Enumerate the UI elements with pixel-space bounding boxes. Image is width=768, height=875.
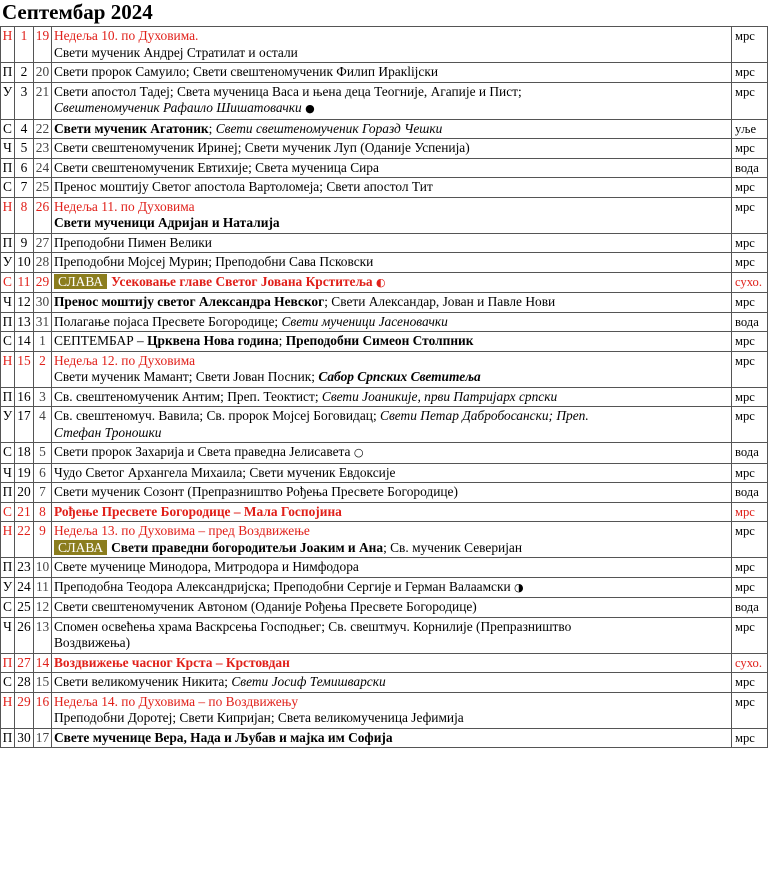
fasting-rule: мрс [732, 728, 768, 748]
day-number: 30 [15, 728, 34, 748]
saints-text: Полагање појаса Пресвете Богородице; [54, 313, 279, 329]
day-number: 8 [15, 197, 34, 233]
fasting-rule: мрс [732, 351, 768, 387]
weekday-letter: С [1, 443, 15, 464]
old-style-day: 5 [34, 443, 52, 464]
saints-cell [52, 463, 732, 483]
fasting-rule: мрс [732, 197, 768, 233]
weekday-letter: Ч [1, 293, 15, 313]
old-style-day: 11 [34, 577, 52, 598]
calendar-row [1, 139, 768, 159]
fasting-rule: вода [732, 483, 768, 503]
sunday-title: Недеља 13. по Духовима – пред Воздвижење [54, 523, 310, 538]
saints-cell [52, 253, 732, 273]
saints-text: Свети свештеномученик Иринеј; Свети мученик Луп (Оданије Успенија) [54, 140, 470, 155]
calendar-row [1, 577, 768, 598]
saints-cell [52, 351, 732, 387]
fasting-rule: вода [732, 312, 768, 332]
saints-text: Свете мученице Минодора, Митродора и Нимфодора [54, 559, 359, 574]
saints-cell [52, 483, 732, 503]
weekday-letter: Н [1, 522, 15, 558]
fasting-rule: мрс [732, 82, 768, 119]
saints-text: ; Св. мученик Северијан [383, 539, 523, 555]
weekday-letter: С [1, 673, 15, 693]
old-style-day: 2 [34, 351, 52, 387]
saints-text: Свети мученик Созонт (Препразништво Рођења Пресвете Богородице) [54, 484, 458, 499]
saints-cell [52, 692, 732, 728]
feast-name: Рођење Пресвете Богородице – Мала Госпојина [54, 503, 342, 519]
day-number: 29 [15, 692, 34, 728]
sunday-title: Недеља 10. по Духовима. [54, 28, 199, 43]
saints-text: ; Свети Александар, Јован и Павле Нови [324, 294, 556, 309]
old-style-day: 29 [34, 272, 52, 293]
calendar-row [1, 407, 768, 443]
saints-cell [52, 502, 732, 522]
calendar-row [1, 119, 768, 139]
day-number: 10 [15, 253, 34, 273]
calendar-row [1, 443, 768, 464]
feast-name-2: Преподобни Симеон Столпник [285, 333, 474, 348]
calendar-row [1, 617, 768, 653]
old-style-day: 19 [34, 27, 52, 63]
fasting-rule: мрс [732, 463, 768, 483]
saints-italic-2: Стефан Троношки [54, 424, 162, 440]
saints-cell [52, 139, 732, 159]
weekday-letter: П [1, 233, 15, 253]
day-number: 1 [15, 27, 34, 63]
fasting-rule: мрс [732, 558, 768, 578]
sunday-title: Недеља 14. по Духовима – по Воздвижењу [54, 693, 299, 709]
calendar-table [0, 26, 768, 748]
calendar-row [1, 293, 768, 313]
page-title: Септембар 2024 [2, 0, 153, 24]
day-number: 21 [15, 502, 34, 522]
weekday-letter: Н [1, 197, 15, 233]
saints-text: Свети свештеномученик Автоном (Оданије Рођења Пресвете Богородице) [54, 599, 477, 614]
slava-badge: СЛАВА [54, 540, 107, 555]
saints-cell [52, 443, 732, 464]
fasting-rule: мрс [732, 332, 768, 352]
weekday-letter: П [1, 653, 15, 673]
day-number: 24 [15, 577, 34, 598]
saints-text: Свети мученици Адријан и Наталија [54, 215, 280, 230]
day-number: 26 [15, 617, 34, 653]
weekday-letter: Ч [1, 617, 15, 653]
weekday-letter: П [1, 483, 15, 503]
feast-name: Свети праведни богородитељи Јоаким и Ана [111, 539, 384, 555]
old-style-day: 6 [34, 463, 52, 483]
fasting-rule: мрс [732, 522, 768, 558]
calendar-row [1, 332, 768, 352]
calendar-row [1, 728, 768, 748]
weekday-letter: С [1, 272, 15, 293]
saints-italic: Свети Јоаникије, први Патријарх српски [321, 388, 558, 404]
moon-phase-icon: ◑ [514, 580, 524, 594]
calendar-row [1, 598, 768, 618]
weekday-letter: Ч [1, 463, 15, 483]
saints-cell: Свети мученик Агатоник; Свети свештеномученик Горазд Чешки [52, 119, 732, 139]
calendar-row [1, 463, 768, 483]
saints-cell [52, 673, 732, 693]
saints-text: Свети пророк Самуило; Свети свештеномученик Филип Иракlijски [54, 64, 438, 79]
fasting-rule: мрс [732, 407, 768, 443]
day-number: 19 [15, 463, 34, 483]
saints-cell [52, 27, 732, 63]
weekday-letter: Н [1, 27, 15, 63]
slava-badge: СЛАВА [54, 274, 107, 289]
day-number: 9 [15, 233, 34, 253]
calendar-row [1, 233, 768, 253]
saints-text: Спомен освећења храма Васкрсења Господњег; Св. свештмуч. Корнилије (Препразништво [54, 618, 572, 634]
fasting-rule: вода [732, 443, 768, 464]
fasting-rule: вода [732, 598, 768, 618]
old-style-day: 15 [34, 673, 52, 693]
saints-cell [52, 407, 732, 443]
weekday-letter: П [1, 158, 15, 178]
feast-name: Пренос моштију светог Александра Невског [54, 294, 325, 309]
saints-text: Св. свештеномуч. Вавила; Св. пророк Мојсеј Боговидац; [54, 408, 377, 423]
calendar-row [1, 653, 768, 673]
feast-name: Воздвижење часног Крста – Крстовдан [54, 654, 290, 670]
weekday-letter: У [1, 82, 15, 119]
fasting-rule: уље [732, 119, 768, 139]
weekday-letter: П [1, 728, 15, 748]
day-number: 11 [15, 272, 34, 293]
saints-italic: Свети Петар Дабробосански; Преп. [380, 408, 589, 423]
saints-text: Св. свештеномученик Антим; Преп. Теоктист; [54, 388, 319, 404]
old-style-day: 22 [34, 119, 52, 139]
saints-cell [52, 577, 732, 598]
fasting-rule: мрс [732, 577, 768, 598]
saints-text-2: Свештеномученик Рафаило Шишатовачки [54, 100, 302, 115]
day-number: 15 [15, 351, 34, 387]
day-number: 18 [15, 443, 34, 464]
calendar-row [1, 483, 768, 503]
sunday-title: Недеља 12. по Духовима [54, 352, 196, 368]
old-style-day: 14 [34, 653, 52, 673]
weekday-letter: С [1, 598, 15, 618]
saints-cell [52, 728, 732, 748]
weekday-letter: У [1, 407, 15, 443]
feast-name: Црквена Нова година [147, 333, 279, 348]
saints-cell [52, 522, 732, 558]
fasting-rule: мрс [732, 692, 768, 728]
saints-cell [52, 558, 732, 578]
old-style-day: 31 [34, 312, 52, 332]
saints-text: Преподобна Теодора Александријска; Преподобни Сергије и Герман Валаамски [54, 578, 511, 594]
old-style-day: 17 [34, 728, 52, 748]
old-style-day: 16 [34, 692, 52, 728]
fasting-rule: мрс [732, 673, 768, 693]
fasting-rule: сухо. [732, 653, 768, 673]
saints-italic: Сабор Српских Светитеља [318, 369, 481, 384]
moon-phase-icon: ● [305, 102, 315, 115]
feast-name: Усековање главе Светог Јована Крститеља [111, 273, 373, 289]
day-number: 4 [15, 119, 34, 139]
saints-cell [52, 598, 732, 618]
calendar-row [1, 178, 768, 198]
saints-text-2: Воздвижења) [54, 635, 131, 650]
fasting-rule: мрс [732, 502, 768, 522]
calendar-row [1, 253, 768, 273]
old-style-day: 13 [34, 617, 52, 653]
day-number: 13 [15, 312, 34, 332]
saints-cell [52, 272, 732, 293]
saints-text: Преподобни Доротеј; Свети Кипријан; Света великомученица Јефимија [54, 710, 464, 725]
calendar-row [1, 63, 768, 83]
saints-cell [52, 293, 732, 313]
old-style-day: 30 [34, 293, 52, 313]
fasting-rule: мрс [732, 233, 768, 253]
fasting-rule: вода [732, 158, 768, 178]
fasting-rule: мрс [732, 63, 768, 83]
calendar-row [1, 502, 768, 522]
saints-text: Свети апостол Тадеј; Света мученица Васа и њена деца Теогније, Агапије и Пист; [54, 83, 522, 99]
weekday-letter: С [1, 332, 15, 352]
saints-text: Пренос моштију Светог апостола Вартоломеја; Свети апостол Тит [54, 179, 433, 194]
old-style-day: 3 [34, 387, 52, 407]
saints-text: Свети свештеномученик Евтихије; Света мученица Сира [54, 159, 379, 175]
calendar-row [1, 387, 768, 407]
saints-cell [52, 63, 732, 83]
fasting-rule: мрс [732, 27, 768, 63]
old-style-day: 20 [34, 63, 52, 83]
saints-text: Чудо Светог Архангела Михаила; Свети мученик Евдоксије [54, 464, 396, 480]
day-number: 23 [15, 558, 34, 578]
weekday-letter: Ч [1, 139, 15, 159]
old-style-day: 26 [34, 197, 52, 233]
old-style-day: 12 [34, 598, 52, 618]
day-number: 22 [15, 522, 34, 558]
saints-cell [52, 158, 732, 178]
old-style-day: 4 [34, 407, 52, 443]
day-number: 14 [15, 332, 34, 352]
saints-text: Свети пророк Захарија и Света праведна Јелисавета [54, 444, 351, 459]
saints-text: СЕПТЕМБАР – [54, 333, 144, 348]
old-style-day: 9 [34, 522, 52, 558]
old-style-day: 8 [34, 502, 52, 522]
fasting-rule: мрс [732, 617, 768, 653]
saints-italic: Свети Јосиф Темишварски [231, 674, 386, 689]
saints-cell [52, 312, 732, 332]
calendar-row [1, 158, 768, 178]
old-style-day: 21 [34, 82, 52, 119]
fasting-rule: мрс [732, 387, 768, 407]
weekday-letter: П [1, 312, 15, 332]
calendar-row [1, 351, 768, 387]
weekday-letter: У [1, 577, 15, 598]
old-style-day: 27 [34, 233, 52, 253]
saints-cell [52, 82, 732, 119]
day-number: 20 [15, 483, 34, 503]
saints-cell [52, 387, 732, 407]
calendar-row [1, 558, 768, 578]
day-number: 25 [15, 598, 34, 618]
calendar-row [1, 673, 768, 693]
fasting-rule: мрс [732, 139, 768, 159]
saints-cell [52, 617, 732, 653]
calendar-row [1, 82, 768, 119]
saints-italic: Свети мученици Јасеновачки [281, 313, 448, 329]
old-style-day: 10 [34, 558, 52, 578]
old-style-day: 23 [34, 139, 52, 159]
saints-text: Свети мученик Мамант; Свети Јован Посник; [54, 369, 315, 384]
calendar-row [1, 197, 768, 233]
day-number: 28 [15, 673, 34, 693]
saints-cell: СЕПТЕМБАР – Црквена Нова година; Преподобни Симеон Столпник [52, 332, 732, 352]
day-number: 6 [15, 158, 34, 178]
fasting-rule: сухо. [732, 272, 768, 293]
sunday-title: Недеља 11. по Духовима [54, 198, 195, 214]
day-number: 3 [15, 82, 34, 119]
moon-phase-icon: ◐ [375, 275, 386, 289]
saints-cell [52, 178, 732, 198]
saints-text: Преподобни Пимен Велики [54, 234, 212, 250]
weekday-letter: С [1, 502, 15, 522]
weekday-letter: Н [1, 692, 15, 728]
fasting-rule: мрс [732, 293, 768, 313]
old-style-day: 7 [34, 483, 52, 503]
old-style-day: 25 [34, 178, 52, 198]
saints-cell [52, 233, 732, 253]
calendar-row [1, 27, 768, 63]
saints-cell [52, 197, 732, 233]
calendar-row [1, 522, 768, 558]
day-number: 5 [15, 139, 34, 159]
calendar-row [1, 692, 768, 728]
old-style-day: 28 [34, 253, 52, 273]
day-number: 16 [15, 387, 34, 407]
old-style-day: 1 [34, 332, 52, 352]
feast-name: Свети мученик Агатоник [54, 120, 209, 136]
weekday-letter: С [1, 119, 15, 139]
day-number: 2 [15, 63, 34, 83]
saints-cell [52, 653, 732, 673]
weekday-letter: С [1, 178, 15, 198]
saints-text: Свети великомученик Никита; [54, 674, 229, 689]
fasting-rule: мрс [732, 178, 768, 198]
saints-italic: Свети свештеномученик Горазд Чешки [215, 120, 443, 136]
weekday-letter: П [1, 63, 15, 83]
weekday-letter: У [1, 253, 15, 273]
calendar-row [1, 312, 768, 332]
old-style-day: 24 [34, 158, 52, 178]
fasting-rule: мрс [732, 253, 768, 273]
day-number: 7 [15, 178, 34, 198]
weekday-letter: Н [1, 351, 15, 387]
moon-phase-icon: ○ [353, 446, 364, 459]
weekday-letter: П [1, 387, 15, 407]
weekday-letter: П [1, 558, 15, 578]
day-number: 17 [15, 407, 34, 443]
calendar-row [1, 272, 768, 293]
saints-text: Свети мученик Андреј Стратилат и остали [54, 44, 298, 60]
saints-text: Преподобни Мојсеј Мурин; Преподобни Сава Псковски [54, 254, 374, 269]
feast-name: Свете мученице Вера, Нада и Љубав и мајка им Софија [54, 729, 393, 745]
day-number: 12 [15, 293, 34, 313]
day-number: 27 [15, 653, 34, 673]
